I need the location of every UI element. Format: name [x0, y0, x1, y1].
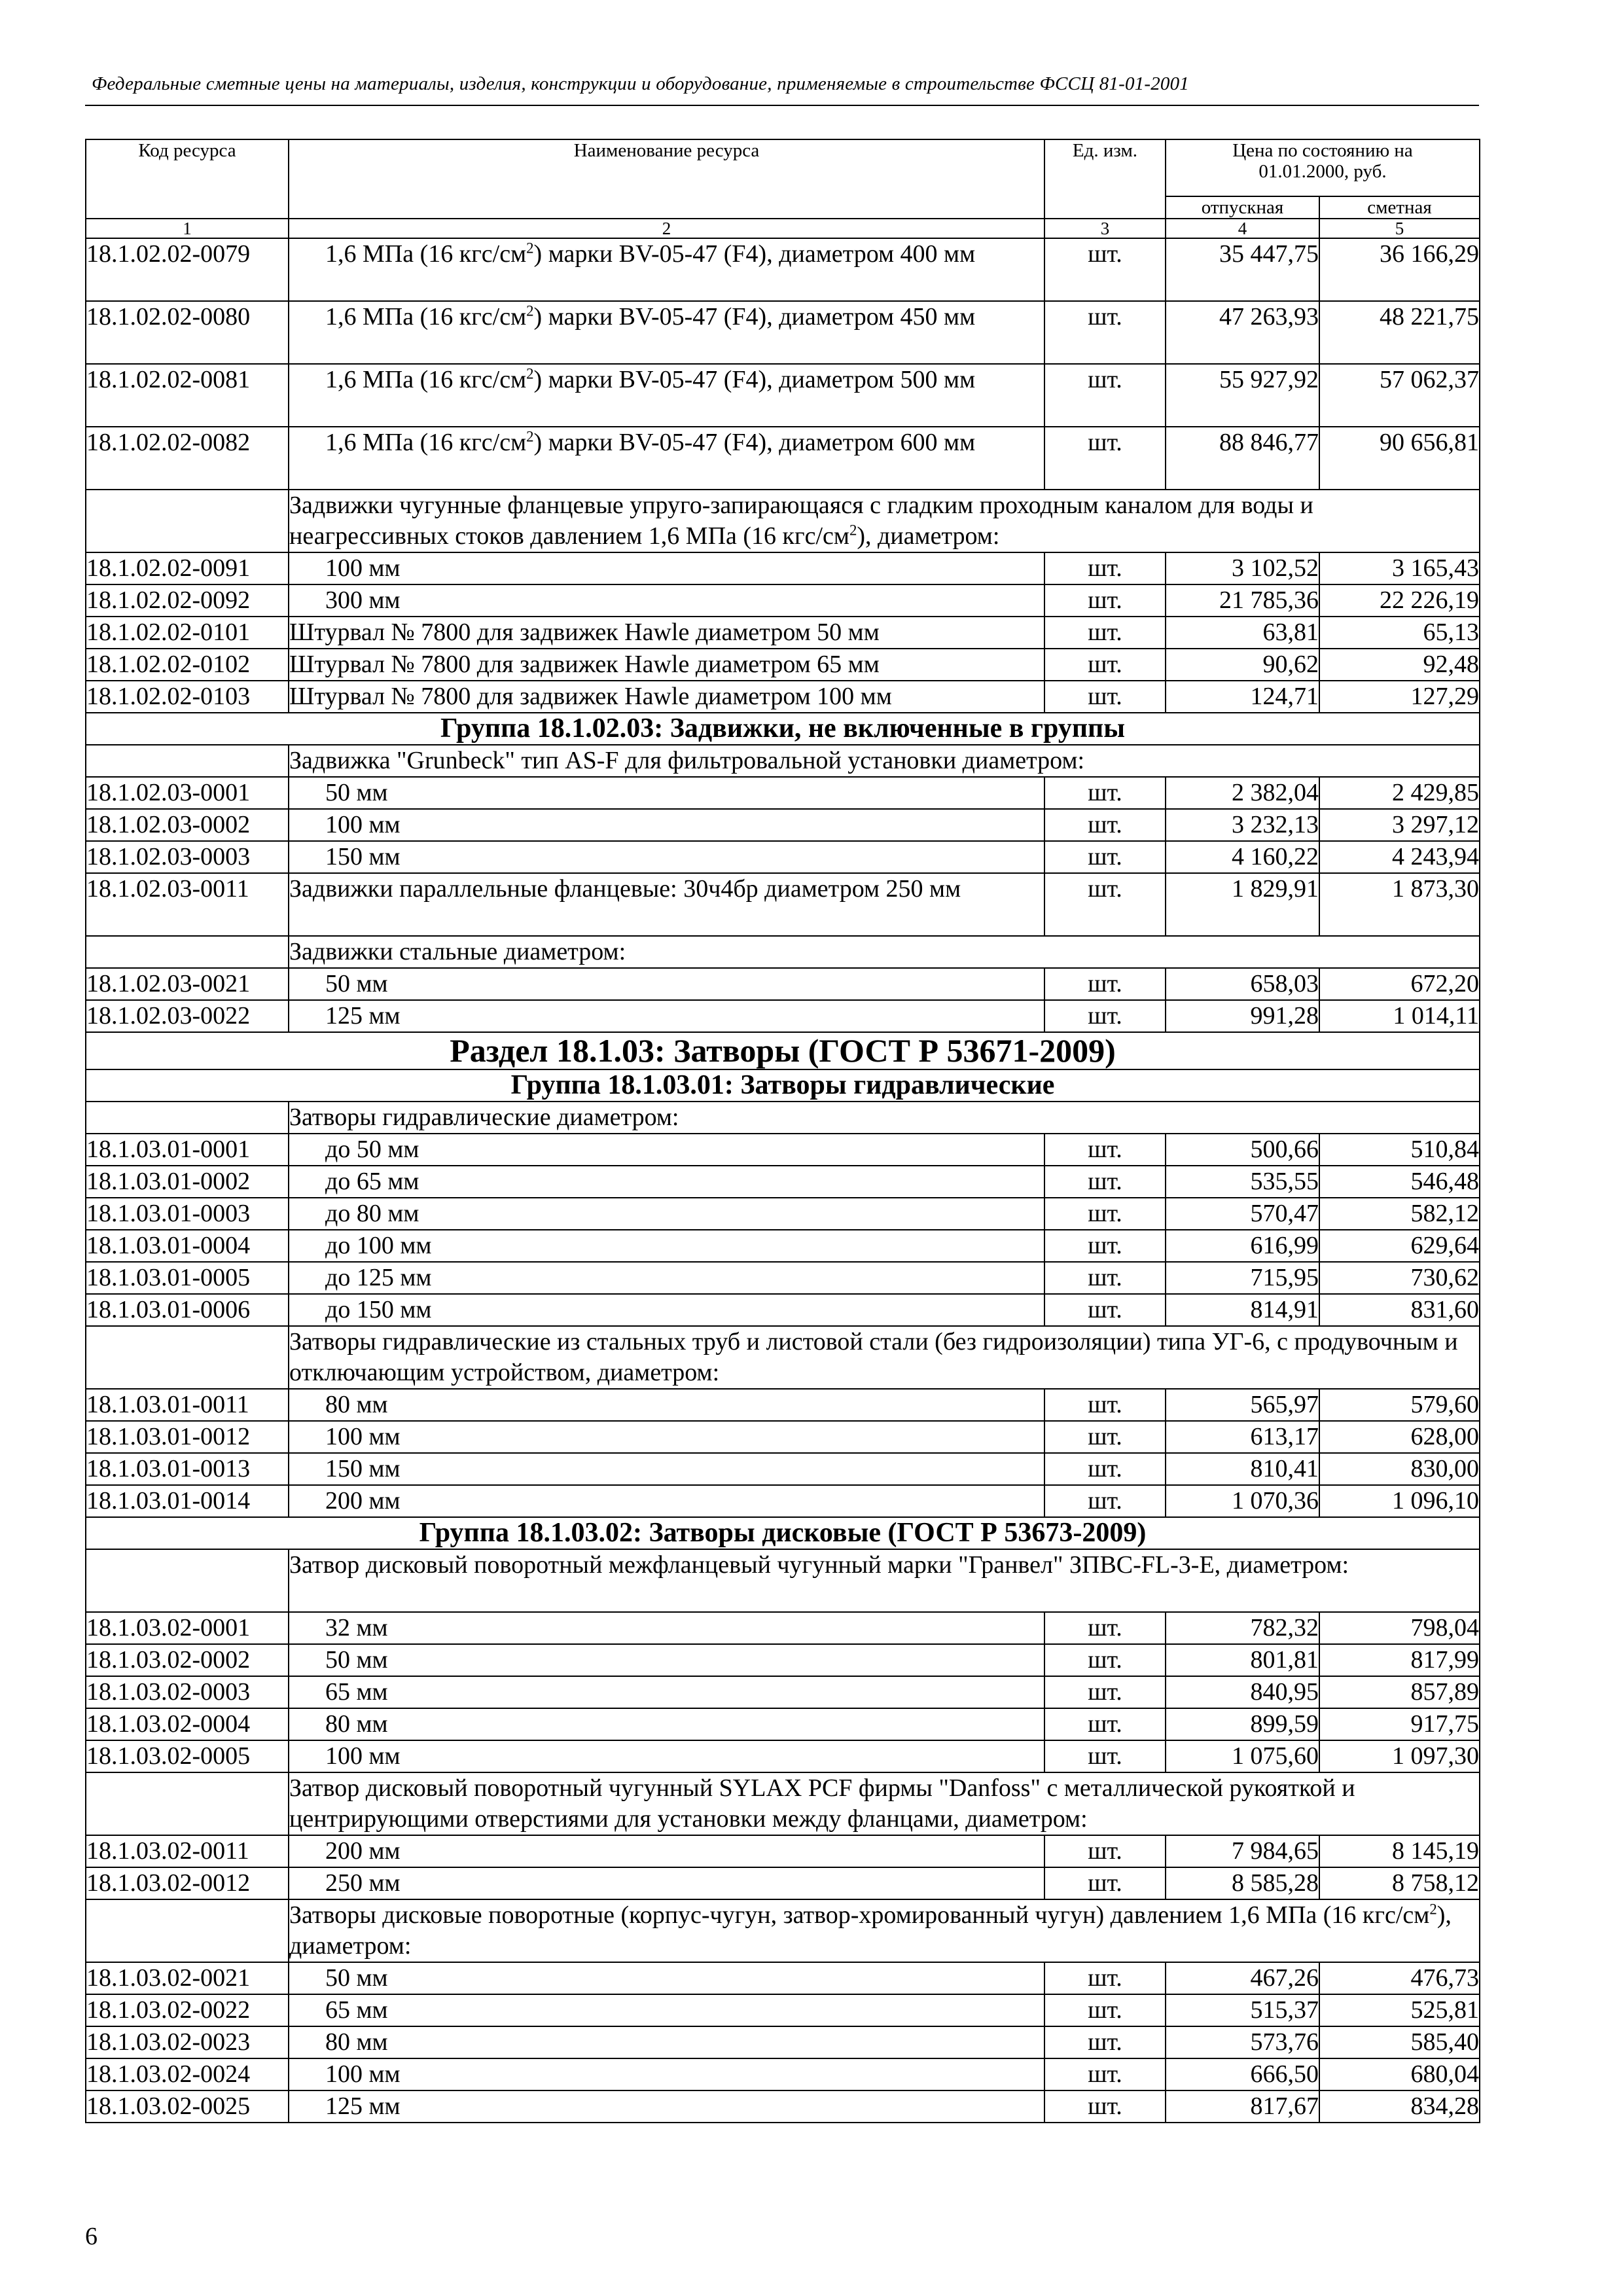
- wholesale-price: 500,66: [1166, 1134, 1319, 1166]
- unit-cell: шт.: [1044, 617, 1166, 649]
- estimate-price: 3 297,12: [1319, 809, 1480, 841]
- estimate-price: 8 758,12: [1319, 1867, 1480, 1899]
- wholesale-price: 573,76: [1166, 2026, 1319, 2058]
- resource-name: до 65 мм: [289, 1166, 1044, 1198]
- page-number: 6: [85, 2223, 98, 2250]
- resource-code: 18.1.02.03-0022: [86, 1000, 289, 1032]
- table-row: [86, 1740, 1480, 1772]
- resource-name: 65 мм: [289, 1676, 1044, 1708]
- table-row: [86, 1389, 1480, 1421]
- resource-code: 18.1.03.01-0006: [86, 1294, 289, 1326]
- resource-code: 18.1.03.01-0013: [86, 1453, 289, 1485]
- resource-name: 150 мм: [289, 841, 1044, 873]
- resource-name: до 50 мм: [289, 1134, 1044, 1166]
- table-row: [86, 1134, 1480, 1166]
- table-row: [86, 681, 1480, 713]
- resource-code: 18.1.02.03-0003: [86, 841, 289, 873]
- resource-code: 18.1.03.02-0021: [86, 1962, 289, 1994]
- resource-name: Штурвал № 7800 для задвижек Hawle диаметром 65 мм: [289, 649, 1044, 681]
- unit-cell: шт.: [1044, 2026, 1166, 2058]
- table-row: [86, 1294, 1480, 1326]
- wholesale-price: 814,91: [1166, 1294, 1319, 1326]
- wholesale-price: 991,28: [1166, 1000, 1319, 1032]
- wholesale-price: 1 070,36: [1166, 1485, 1319, 1517]
- estimate-price: 798,04: [1319, 1612, 1480, 1644]
- wholesale-price: 613,17: [1166, 1421, 1319, 1453]
- unit-cell: шт.: [1044, 301, 1166, 364]
- wholesale-price: 21 785,36: [1166, 584, 1319, 617]
- resource-name: 50 мм: [289, 777, 1044, 809]
- header-estimate: сметная: [1319, 196, 1480, 219]
- resource-name: 80 мм: [289, 2026, 1044, 2058]
- resource-code: 18.1.03.02-0023: [86, 2026, 289, 2058]
- resource-name: до 100 мм: [289, 1230, 1044, 1262]
- unit-cell: шт.: [1044, 1485, 1166, 1517]
- resource-code: 18.1.02.02-0091: [86, 552, 289, 584]
- description-row: [86, 1549, 1480, 1612]
- table-row: [86, 584, 1480, 617]
- description-text: Затвор дисковый поворотный межфланцевый чугунный марки "Гранвел" ЗПВС-FL-3-E, диаметром:: [289, 1549, 1480, 1612]
- resource-name: до 125 мм: [289, 1262, 1044, 1294]
- unit-cell: шт.: [1044, 1962, 1166, 1994]
- resource-code: 18.1.02.02-0082: [86, 427, 289, 490]
- description-row: [86, 936, 1480, 968]
- empty-code-cell: [86, 1899, 289, 1962]
- header-price: [1166, 139, 1480, 196]
- empty-code-cell: [86, 1772, 289, 1835]
- resource-name: Штурвал № 7800 для задвижек Hawle диаметром 100 мм: [289, 681, 1044, 713]
- resource-name: 100 мм: [289, 1421, 1044, 1453]
- resource-code: 18.1.02.02-0080: [86, 301, 289, 364]
- estimate-price: 579,60: [1319, 1389, 1480, 1421]
- unit-cell: шт.: [1044, 1000, 1166, 1032]
- resource-code: 18.1.03.02-0022: [86, 1994, 289, 2026]
- resource-code: 18.1.03.01-0012: [86, 1421, 289, 1453]
- table-row: [86, 2026, 1480, 2058]
- unit-cell: шт.: [1044, 968, 1166, 1000]
- wholesale-price: 715,95: [1166, 1262, 1319, 1294]
- unit-cell: шт.: [1044, 364, 1166, 427]
- estimate-price: 22 226,19: [1319, 584, 1480, 617]
- unit-cell: шт.: [1044, 1740, 1166, 1772]
- section-heading-row: [86, 1032, 1480, 1069]
- table-row: [86, 1962, 1480, 1994]
- header-price-line1: Цена по состоянию на: [1232, 140, 1413, 161]
- resource-name: 65 мм: [289, 1994, 1044, 2026]
- resource-name: 80 мм: [289, 1708, 1044, 1740]
- resource-code: 18.1.02.03-0001: [86, 777, 289, 809]
- table-row: [86, 2058, 1480, 2090]
- table-row: [86, 617, 1480, 649]
- unit-cell: шт.: [1044, 2090, 1166, 2123]
- unit-cell: шт.: [1044, 1612, 1166, 1644]
- resource-code: 18.1.03.01-0011: [86, 1389, 289, 1421]
- unit-cell: шт.: [1044, 1262, 1166, 1294]
- resource-code: 18.1.02.02-0102: [86, 649, 289, 681]
- unit-cell: шт.: [1044, 777, 1166, 809]
- table-row: [86, 1421, 1480, 1453]
- header-name: Наименование ресурса: [289, 139, 1044, 219]
- estimate-price: 628,00: [1319, 1421, 1480, 1453]
- column-number: 5: [1319, 219, 1480, 238]
- wholesale-price: 90,62: [1166, 649, 1319, 681]
- resource-code: 18.1.03.01-0014: [86, 1485, 289, 1517]
- wholesale-price: 8 585,28: [1166, 1867, 1319, 1899]
- table-row: [86, 841, 1480, 873]
- unit-cell: шт.: [1044, 584, 1166, 617]
- resource-name: 32 мм: [289, 1612, 1044, 1644]
- resource-code: 18.1.03.01-0004: [86, 1230, 289, 1262]
- estimate-price: 629,64: [1319, 1230, 1480, 1262]
- wholesale-price: 88 846,77: [1166, 427, 1319, 490]
- table-row: [86, 809, 1480, 841]
- estimate-price: 127,29: [1319, 681, 1480, 713]
- unit-cell: шт.: [1044, 873, 1166, 936]
- description-text: Задвижка "Grunbeck" тип AS-F для фильтровальной установки диаметром:: [289, 745, 1480, 777]
- header-code: Код ресурса: [86, 139, 289, 219]
- estimate-price: 510,84: [1319, 1134, 1480, 1166]
- wholesale-price: 570,47: [1166, 1198, 1319, 1230]
- unit-cell: шт.: [1044, 1453, 1166, 1485]
- resource-code: 18.1.02.03-0011: [86, 873, 289, 936]
- table-row: [86, 1644, 1480, 1676]
- wholesale-price: 55 927,92: [1166, 364, 1319, 427]
- wholesale-price: 63,81: [1166, 617, 1319, 649]
- wholesale-price: 658,03: [1166, 968, 1319, 1000]
- table-row: [86, 1000, 1480, 1032]
- wholesale-price: 3 232,13: [1166, 809, 1319, 841]
- resource-code: 18.1.03.01-0002: [86, 1166, 289, 1198]
- wholesale-price: 7 984,65: [1166, 1835, 1319, 1867]
- unit-cell: шт.: [1044, 1134, 1166, 1166]
- empty-code-cell: [86, 1326, 289, 1389]
- table-row: [86, 1612, 1480, 1644]
- header-price-line2: 01.01.2000, руб.: [1258, 161, 1387, 182]
- resource-name: 100 мм: [289, 552, 1044, 584]
- estimate-price: 8 145,19: [1319, 1835, 1480, 1867]
- estimate-price: 817,99: [1319, 1644, 1480, 1676]
- estimate-price: 830,00: [1319, 1453, 1480, 1485]
- resource-name: Задвижки параллельные фланцевые: 30ч4бр диаметром 250 мм: [289, 873, 1044, 936]
- estimate-price: 582,12: [1319, 1198, 1480, 1230]
- resource-code: 18.1.03.02-0002: [86, 1644, 289, 1676]
- unit-cell: шт.: [1044, 1421, 1166, 1453]
- estimate-price: 36 166,29: [1319, 238, 1480, 301]
- resource-code: 18.1.02.03-0021: [86, 968, 289, 1000]
- table-row: [86, 238, 1480, 301]
- resource-name: 50 мм: [289, 1644, 1044, 1676]
- description-text: Задвижки стальные диаметром:: [289, 936, 1480, 968]
- table-row: [86, 1867, 1480, 1899]
- wholesale-price: 35 447,75: [1166, 238, 1319, 301]
- resource-name: 125 мм: [289, 1000, 1044, 1032]
- unit-cell: шт.: [1044, 841, 1166, 873]
- column-number: 2: [289, 219, 1044, 238]
- group-heading: Группа 18.1.03.01: Затворы гидравлические: [86, 1069, 1480, 1102]
- header-rule: [85, 105, 1479, 106]
- resource-name: 1,6 МПа (16 кгс/$см^2$) марки BV-05-47 (F4), диаметром 500 мм: [289, 364, 1044, 427]
- resource-name: 100 мм: [289, 2058, 1044, 2090]
- estimate-price: 831,60: [1319, 1294, 1480, 1326]
- wholesale-price: 666,50: [1166, 2058, 1319, 2090]
- unit-cell: шт.: [1044, 1708, 1166, 1740]
- estimate-price: 834,28: [1319, 2090, 1480, 2123]
- description-text: Затворы дисковые поворотные (корпус-чугун, затвор-хромированный чугун) давлением 1,6 МПа (16 кгс/$см^2$), диаметром:: [289, 1899, 1480, 1962]
- wholesale-price: 124,71: [1166, 681, 1319, 713]
- wholesale-price: 3 102,52: [1166, 552, 1319, 584]
- resource-code: 18.1.02.02-0081: [86, 364, 289, 427]
- wholesale-price: 840,95: [1166, 1676, 1319, 1708]
- description-row: [86, 1326, 1480, 1389]
- section-heading: Раздел 18.1.03: Затворы (ГОСТ Р 53671-2009): [86, 1032, 1480, 1069]
- wholesale-price: 899,59: [1166, 1708, 1319, 1740]
- wholesale-price: 616,99: [1166, 1230, 1319, 1262]
- resource-code: 18.1.02.03-0002: [86, 809, 289, 841]
- unit-cell: шт.: [1044, 1676, 1166, 1708]
- column-number-row: [86, 219, 1480, 238]
- resource-name: 100 мм: [289, 1740, 1044, 1772]
- table-row: [86, 873, 1480, 936]
- description-row: [86, 745, 1480, 777]
- resource-code: 18.1.03.02-0012: [86, 1867, 289, 1899]
- table-row: [86, 1198, 1480, 1230]
- estimate-price: 585,40: [1319, 2026, 1480, 2058]
- resource-name: 125 мм: [289, 2090, 1044, 2123]
- description-row: [86, 1899, 1480, 1962]
- header-wholesale: отпускная: [1166, 196, 1319, 219]
- resource-name: 250 мм: [289, 1867, 1044, 1899]
- resource-code: 18.1.03.02-0025: [86, 2090, 289, 2123]
- description-text: Затвор дисковый поворотный чугунный SYLAX PCF фирмы "Danfoss" с металлической рукояткой и центрирующими отверстиями для установки между фланцами, диаметром:: [289, 1772, 1480, 1835]
- unit-cell: шт.: [1044, 1198, 1166, 1230]
- estimate-price: 546,48: [1319, 1166, 1480, 1198]
- group-heading: Группа 18.1.02.03: Задвижки, не включенные в группы: [86, 713, 1480, 745]
- unit-cell: шт.: [1044, 427, 1166, 490]
- estimate-price: 672,20: [1319, 968, 1480, 1000]
- estimate-price: 730,62: [1319, 1262, 1480, 1294]
- resource-code: 18.1.03.02-0024: [86, 2058, 289, 2090]
- running-header: Федеральные сметные цены на материалы, изделия, конструкции и оборудование, применяемые в строительстве ФССЦ 81-01-2001: [92, 73, 1190, 94]
- wholesale-price: 817,67: [1166, 2090, 1319, 2123]
- group-heading-row: [86, 713, 1480, 745]
- unit-cell: шт.: [1044, 1166, 1166, 1198]
- group-heading: Группа 18.1.03.02: Затворы дисковые (ГОСТ Р 53673-2009): [86, 1517, 1480, 1549]
- table-row: [86, 1485, 1480, 1517]
- unit-cell: шт.: [1044, 809, 1166, 841]
- unit-cell: шт.: [1044, 1294, 1166, 1326]
- resource-name: 1,6 МПа (16 кгс/$см^2$) марки BV-05-47 (F4), диаметром 400 мм: [289, 238, 1044, 301]
- table-row: [86, 649, 1480, 681]
- table-body: [86, 238, 1480, 2123]
- resource-code: 18.1.03.01-0001: [86, 1134, 289, 1166]
- estimate-price: 857,89: [1319, 1676, 1480, 1708]
- column-number: 4: [1166, 219, 1319, 238]
- wholesale-price: 1 075,60: [1166, 1740, 1319, 1772]
- resource-name: 150 мм: [289, 1453, 1044, 1485]
- resource-code: 18.1.02.02-0103: [86, 681, 289, 713]
- table-row: [86, 1262, 1480, 1294]
- empty-code-cell: [86, 936, 289, 968]
- table-row: [86, 1835, 1480, 1867]
- resource-code: 18.1.02.02-0101: [86, 617, 289, 649]
- wholesale-price: 515,37: [1166, 1994, 1319, 2026]
- unit-cell: шт.: [1044, 1867, 1166, 1899]
- resource-name: 100 мм: [289, 809, 1044, 841]
- price-table: [85, 139, 1480, 2123]
- description-row: [86, 1102, 1480, 1134]
- estimate-price: 90 656,81: [1319, 427, 1480, 490]
- estimate-price: 1 014,11: [1319, 1000, 1480, 1032]
- unit-cell: шт.: [1044, 1389, 1166, 1421]
- resource-name: 50 мм: [289, 1962, 1044, 1994]
- table-row: [86, 777, 1480, 809]
- wholesale-price: 2 382,04: [1166, 777, 1319, 809]
- resource-code: 18.1.03.02-0003: [86, 1676, 289, 1708]
- estimate-price: 3 165,43: [1319, 552, 1480, 584]
- table-header-row: [86, 139, 1480, 196]
- description-row: [86, 490, 1480, 552]
- resource-code: 18.1.03.02-0005: [86, 1740, 289, 1772]
- estimate-price: 1 097,30: [1319, 1740, 1480, 1772]
- wholesale-price: 782,32: [1166, 1612, 1319, 1644]
- unit-cell: шт.: [1044, 1994, 1166, 2026]
- table-row: [86, 301, 1480, 364]
- estimate-price: 476,73: [1319, 1962, 1480, 1994]
- column-number: 1: [86, 219, 289, 238]
- estimate-price: 4 243,94: [1319, 841, 1480, 873]
- unit-cell: шт.: [1044, 1230, 1166, 1262]
- estimate-price: 1 873,30: [1319, 873, 1480, 936]
- column-number: 3: [1044, 219, 1166, 238]
- empty-code-cell: [86, 1102, 289, 1134]
- group-heading-row: [86, 1517, 1480, 1549]
- table-row: [86, 1994, 1480, 2026]
- resource-name: 300 мм: [289, 584, 1044, 617]
- empty-code-cell: [86, 745, 289, 777]
- resource-name: 80 мм: [289, 1389, 1044, 1421]
- wholesale-price: 467,26: [1166, 1962, 1319, 1994]
- resource-name: 50 мм: [289, 968, 1044, 1000]
- estimate-price: 525,81: [1319, 1994, 1480, 2026]
- table-row: [86, 427, 1480, 490]
- wholesale-price: 1 829,91: [1166, 873, 1319, 936]
- wholesale-price: 47 263,93: [1166, 301, 1319, 364]
- resource-code: 18.1.02.02-0092: [86, 584, 289, 617]
- table-row: [86, 1166, 1480, 1198]
- unit-cell: шт.: [1044, 649, 1166, 681]
- resource-name: 1,6 МПа (16 кгс/$см^2$) марки BV-05-47 (F4), диаметром 600 мм: [289, 427, 1044, 490]
- empty-code-cell: [86, 1549, 289, 1612]
- table-row: [86, 2090, 1480, 2123]
- resource-name: 1,6 МПа (16 кгс/$см^2$) марки BV-05-47 (F4), диаметром 450 мм: [289, 301, 1044, 364]
- table-row: [86, 1453, 1480, 1485]
- resource-code: 18.1.03.01-0003: [86, 1198, 289, 1230]
- table-row: [86, 1230, 1480, 1262]
- wholesale-price: 4 160,22: [1166, 841, 1319, 873]
- unit-cell: шт.: [1044, 2058, 1166, 2090]
- estimate-price: 48 221,75: [1319, 301, 1480, 364]
- unit-cell: шт.: [1044, 238, 1166, 301]
- resource-name: до 80 мм: [289, 1198, 1044, 1230]
- estimate-price: 2 429,85: [1319, 777, 1480, 809]
- unit-cell: шт.: [1044, 1835, 1166, 1867]
- resource-code: 18.1.03.01-0005: [86, 1262, 289, 1294]
- wholesale-price: 810,41: [1166, 1453, 1319, 1485]
- wholesale-price: 565,97: [1166, 1389, 1319, 1421]
- resource-name: 200 мм: [289, 1485, 1044, 1517]
- resource-code: 18.1.03.02-0011: [86, 1835, 289, 1867]
- unit-cell: шт.: [1044, 1644, 1166, 1676]
- unit-cell: шт.: [1044, 552, 1166, 584]
- group-heading-row: [86, 1069, 1480, 1102]
- table-row: [86, 1676, 1480, 1708]
- empty-code-cell: [86, 490, 289, 552]
- unit-cell: шт.: [1044, 681, 1166, 713]
- resource-name: Штурвал № 7800 для задвижек Hawle диаметром 50 мм: [289, 617, 1044, 649]
- wholesale-price: 535,55: [1166, 1166, 1319, 1198]
- estimate-price: 92,48: [1319, 649, 1480, 681]
- resource-name: 200 мм: [289, 1835, 1044, 1867]
- estimate-price: 57 062,37: [1319, 364, 1480, 427]
- table-row: [86, 552, 1480, 584]
- estimate-price: 65,13: [1319, 617, 1480, 649]
- description-text: Задвижки чугунные фланцевые упруго-запирающаяся с гладким проходным каналом для воды и неагрессивных стоков давлением 1,6 МПа (16 кгс/$см^2$), диаметром:: [289, 490, 1480, 552]
- table-row: [86, 968, 1480, 1000]
- table-row: [86, 364, 1480, 427]
- description-text: Затворы гидравлические из стальных труб и листовой стали (без гидроизоляции) типа УГ-6, с продувочным и отключающим устройством, диаметром:: [289, 1326, 1480, 1389]
- table-row: [86, 1708, 1480, 1740]
- resource-code: 18.1.02.02-0079: [86, 238, 289, 301]
- resource-code: 18.1.03.02-0004: [86, 1708, 289, 1740]
- description-text: Затворы гидравлические диаметром:: [289, 1102, 1480, 1134]
- estimate-price: 1 096,10: [1319, 1485, 1480, 1517]
- resource-code: 18.1.03.02-0001: [86, 1612, 289, 1644]
- estimate-price: 917,75: [1319, 1708, 1480, 1740]
- header-unit: Ед. изм.: [1044, 139, 1166, 219]
- wholesale-price: 801,81: [1166, 1644, 1319, 1676]
- resource-name: до 150 мм: [289, 1294, 1044, 1326]
- estimate-price: 680,04: [1319, 2058, 1480, 2090]
- description-row: [86, 1772, 1480, 1835]
